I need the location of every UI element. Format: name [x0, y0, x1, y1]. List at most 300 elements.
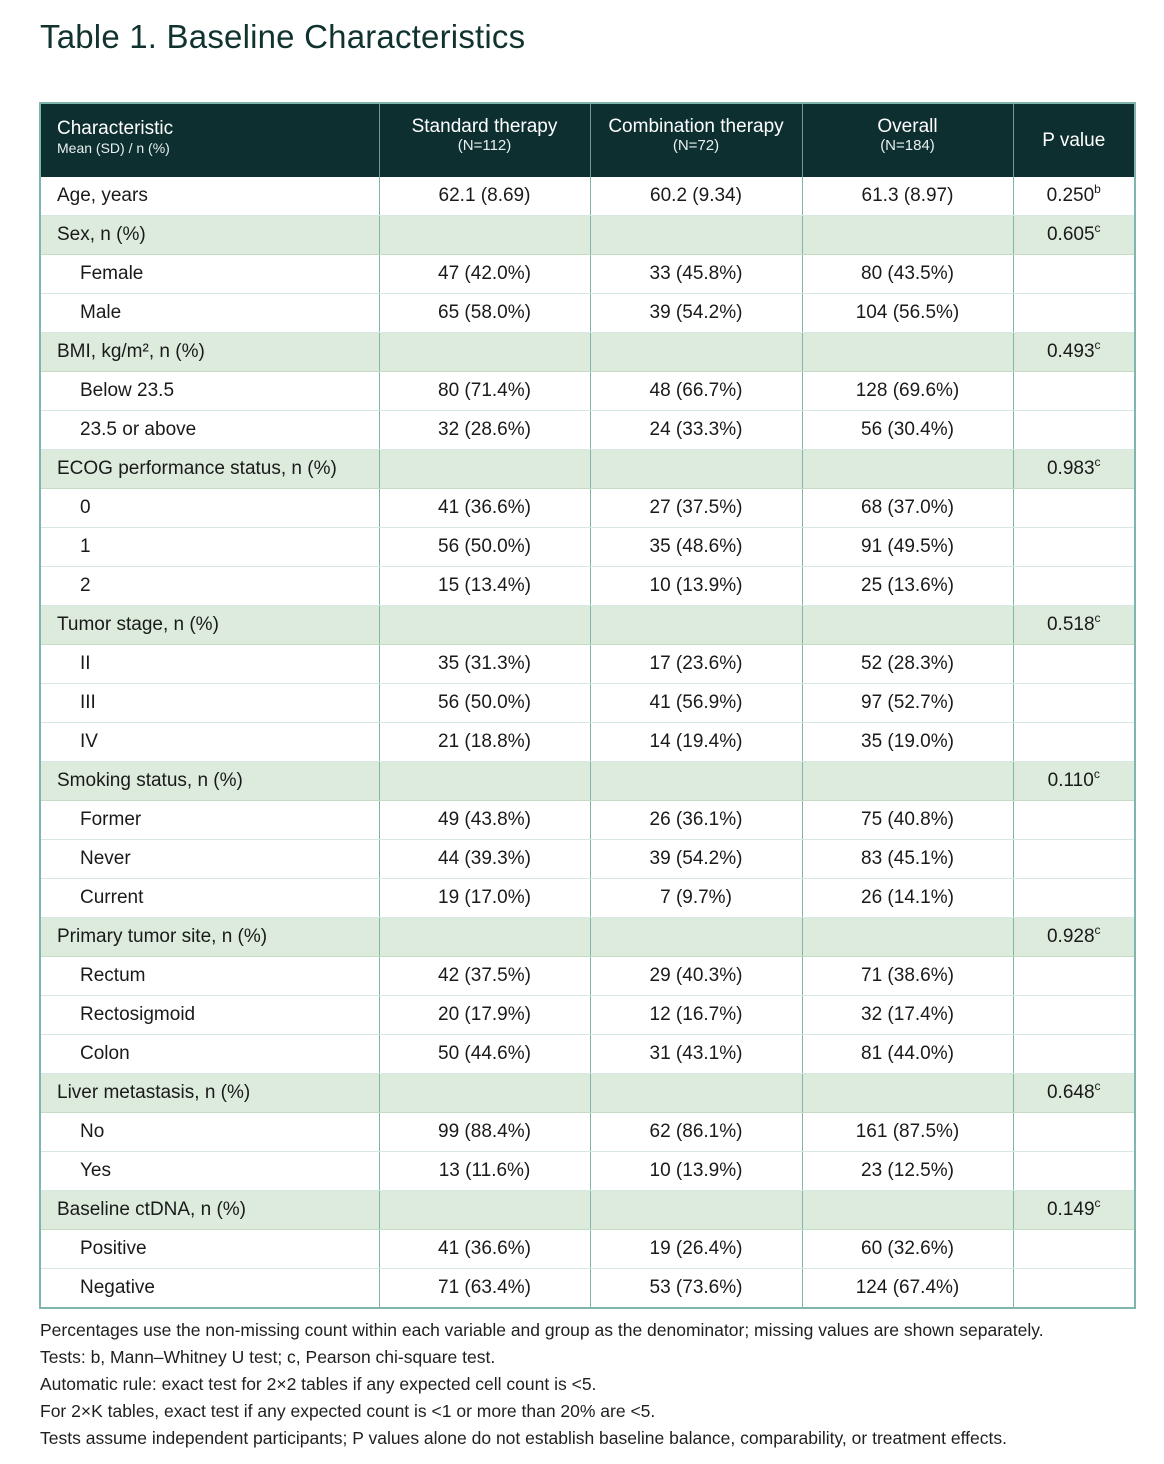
cell-standard [379, 918, 590, 957]
table-footnotes [40, 1317, 1150, 1452]
cell-overall [802, 255, 1013, 294]
table-row-variable [40, 1074, 1135, 1113]
cell-overall [802, 762, 1013, 801]
cell-p-value [1013, 801, 1135, 840]
cell-combination-text: 7 (9.7%) [660, 887, 732, 908]
cell-combination-text: 26 (36.1%) [649, 809, 743, 830]
test-footnote-marker: c [1094, 221, 1101, 235]
baseline-characteristics-table [39, 102, 1136, 1309]
cell-p-value [1013, 411, 1135, 450]
cell-p-value [1013, 1074, 1135, 1113]
cell-characteristic [40, 723, 379, 762]
header-combination-therapy [590, 103, 802, 177]
table-row-subcategory [40, 723, 1135, 762]
cell-combination-text: 14 (19.4%) [649, 731, 743, 752]
cell-characteristic-text: ECOG performance status, n (%) [57, 458, 337, 479]
cell-standard [379, 840, 590, 879]
cell-overall-text: 52 (28.3%) [861, 653, 954, 674]
cell-combination-text: 24 (33.3%) [649, 419, 743, 440]
cell-standard [379, 957, 590, 996]
table-row-subcategory [40, 411, 1135, 450]
cell-overall [802, 450, 1013, 489]
cell-overall-text: 35 (19.0%) [861, 731, 954, 752]
cell-p-value [1013, 1269, 1135, 1309]
cell-standard [379, 684, 590, 723]
cell-overall [802, 996, 1013, 1035]
test-footnote-marker: c [1094, 338, 1101, 352]
cell-characteristic [40, 1074, 379, 1113]
cell-standard-text: 13 (11.6%) [438, 1160, 531, 1181]
cell-overall-text: 23 (12.5%) [861, 1160, 954, 1181]
cell-characteristic-text: Positive [80, 1238, 147, 1259]
cell-standard-text: 42 (37.5%) [438, 965, 531, 986]
table-row-subcategory [40, 1113, 1135, 1152]
table-row-subcategory [40, 684, 1135, 723]
cell-standard [379, 1269, 590, 1309]
cell-characteristic-text: Rectum [80, 965, 146, 986]
cell-standard [379, 216, 590, 255]
cell-overall-text: 56 (30.4%) [861, 419, 954, 440]
cell-combination-text: 35 (48.6%) [649, 536, 743, 557]
cell-standard [379, 606, 590, 645]
cell-p-value [1013, 333, 1135, 372]
cell-characteristic [40, 177, 379, 216]
test-footnote-marker: c [1094, 1079, 1101, 1093]
cell-standard-text: 56 (50.0%) [438, 536, 531, 557]
table-row-subcategory [40, 1269, 1135, 1309]
cell-overall [802, 177, 1013, 216]
cell-overall [802, 411, 1013, 450]
cell-standard [379, 1074, 590, 1113]
cell-overall-text: 161 (87.5%) [855, 1121, 960, 1142]
cell-combination-text: 10 (13.9%) [649, 575, 743, 596]
cell-p-value [1013, 294, 1135, 333]
cell-characteristic-text: Former [80, 809, 142, 830]
cell-combination [590, 333, 802, 372]
cell-combination [590, 450, 802, 489]
cell-combination-text: 31 (43.1%) [649, 1043, 743, 1064]
cell-standard [379, 801, 590, 840]
cell-characteristic [40, 333, 379, 372]
cell-overall-text: 128 (69.6%) [855, 380, 960, 401]
header-overall [802, 103, 1013, 177]
cell-standard-text: 44 (39.3%) [438, 848, 531, 869]
cell-overall-text: 25 (13.6%) [861, 575, 954, 596]
cell-p-value-text: 0.518 [1046, 614, 1095, 635]
cell-combination [590, 645, 802, 684]
cell-combination [590, 723, 802, 762]
cell-characteristic-text: 23.5 or above [80, 419, 197, 440]
cell-standard-text: 49 (43.8%) [438, 809, 531, 830]
cell-combination-text: 27 (37.5%) [649, 497, 743, 518]
cell-characteristic [40, 996, 379, 1035]
cell-standard-text: 32 (28.6%) [438, 419, 531, 440]
cell-characteristic [40, 684, 379, 723]
cell-combination [590, 1269, 802, 1309]
cell-standard-text: 19 (17.0%) [438, 887, 531, 908]
cell-overall [802, 567, 1013, 606]
cell-characteristic-text: Female [80, 263, 144, 284]
cell-p-value [1013, 450, 1135, 489]
cell-p-value [1013, 1113, 1135, 1152]
cell-combination-text: 19 (26.4%) [649, 1238, 743, 1259]
cell-combination [590, 411, 802, 450]
cell-combination-text: 53 (73.6%) [649, 1277, 743, 1298]
cell-standard [379, 450, 590, 489]
cell-standard-text: 35 (31.3%) [438, 653, 531, 674]
cell-characteristic [40, 918, 379, 957]
table-row-variable [40, 606, 1135, 645]
cell-combination-text: 39 (54.2%) [649, 302, 743, 323]
cell-overall-text: 83 (45.1%) [861, 848, 954, 869]
table-row-variable [40, 918, 1135, 957]
cell-standard [379, 996, 590, 1035]
cell-overall-text: 80 (43.5%) [861, 263, 954, 284]
table-row-variable [40, 216, 1135, 255]
cell-overall-text: 75 (40.8%) [861, 809, 954, 830]
table-title: Table 1. Baseline Characteristics [40, 18, 526, 55]
cell-characteristic [40, 528, 379, 567]
cell-characteristic [40, 1269, 379, 1309]
cell-standard [379, 255, 590, 294]
cell-overall [802, 1269, 1013, 1309]
cell-standard [379, 762, 590, 801]
test-footnote-marker: c [1094, 611, 1101, 625]
cell-standard [379, 1152, 590, 1191]
cell-characteristic-text: Smoking status, n (%) [57, 770, 243, 791]
cell-overall [802, 294, 1013, 333]
cell-overall [802, 918, 1013, 957]
cell-overall-text: 124 (67.4%) [855, 1277, 960, 1298]
cell-characteristic [40, 762, 379, 801]
header-combination-label: Combination therapy [608, 116, 784, 137]
table-row-variable [40, 762, 1135, 801]
cell-overall [802, 879, 1013, 918]
cell-overall [802, 684, 1013, 723]
cell-standard-text: 56 (50.0%) [438, 692, 531, 713]
cell-p-value [1013, 684, 1135, 723]
cell-p-value-text: 0.928 [1046, 926, 1095, 947]
test-footnote-marker: c [1094, 455, 1101, 469]
cell-p-value [1013, 1035, 1135, 1074]
cell-standard [379, 411, 590, 450]
cell-characteristic [40, 294, 379, 333]
cell-combination [590, 918, 802, 957]
cell-characteristic [40, 216, 379, 255]
cell-standard [379, 723, 590, 762]
cell-combination [590, 567, 802, 606]
cell-p-value [1013, 996, 1135, 1035]
cell-p-value-text: 0.250 [1046, 185, 1095, 206]
cell-characteristic-text: 2 [80, 575, 91, 596]
table-row-subcategory [40, 1035, 1135, 1074]
cell-standard [379, 1191, 590, 1230]
header-overall-label: Overall [877, 116, 938, 137]
cell-standard-text: 47 (42.0%) [438, 263, 531, 284]
cell-p-value [1013, 528, 1135, 567]
cell-p-value-text: 0.648 [1046, 1082, 1095, 1103]
cell-overall [802, 372, 1013, 411]
cell-combination [590, 1035, 802, 1074]
cell-overall [802, 1152, 1013, 1191]
cell-combination [590, 489, 802, 528]
cell-standard [379, 177, 590, 216]
cell-combination-text: 12 (16.7%) [649, 1004, 743, 1025]
cell-characteristic-text: Rectosigmoid [80, 1004, 196, 1025]
cell-combination-text: 41 (56.9%) [649, 692, 743, 713]
cell-standard-text: 50 (44.6%) [438, 1043, 531, 1064]
cell-overall [802, 840, 1013, 879]
cell-characteristic-text: Current [80, 887, 144, 908]
cell-characteristic-text: II [80, 653, 91, 674]
cell-characteristic-text: 0 [80, 497, 91, 518]
cell-characteristic-text: Liver metastasis, n (%) [57, 1082, 251, 1103]
table-row-subcategory [40, 567, 1135, 606]
cell-p-value-text: 0.149 [1046, 1199, 1095, 1220]
footnote-line: Automatic rule: exact test for 2×2 tables if any expected cell count is <5. [40, 1374, 597, 1394]
cell-standard [379, 528, 590, 567]
cell-combination [590, 528, 802, 567]
cell-p-value [1013, 645, 1135, 684]
cell-characteristic [40, 1152, 379, 1191]
cell-characteristic-text: Colon [80, 1043, 130, 1064]
cell-characteristic [40, 489, 379, 528]
cell-combination [590, 762, 802, 801]
cell-standard [379, 333, 590, 372]
cell-combination [590, 1152, 802, 1191]
cell-p-value [1013, 762, 1135, 801]
table-row-subcategory [40, 528, 1135, 567]
cell-combination [590, 996, 802, 1035]
table-row-subcategory [40, 1152, 1135, 1191]
cell-standard [379, 645, 590, 684]
cell-p-value [1013, 372, 1135, 411]
cell-characteristic-text: Never [80, 848, 131, 869]
cell-combination [590, 606, 802, 645]
cell-p-value [1013, 1152, 1135, 1191]
cell-combination [590, 801, 802, 840]
table-row-subcategory [40, 957, 1135, 996]
cell-p-value-text: 0.605 [1046, 224, 1095, 245]
cell-combination [590, 840, 802, 879]
footnote-line: Percentages use the non-missing count within each variable and group as the denominator; missing values are shown separately. [40, 1320, 1044, 1340]
cell-p-value [1013, 489, 1135, 528]
cell-characteristic [40, 801, 379, 840]
cell-combination-text: 60.2 (9.34) [650, 185, 742, 206]
table-row-variable [40, 1191, 1135, 1230]
cell-overall-text: 81 (44.0%) [861, 1043, 954, 1064]
cell-characteristic-text: 1 [80, 536, 91, 557]
cell-characteristic [40, 567, 379, 606]
cell-overall [802, 801, 1013, 840]
cell-combination [590, 177, 802, 216]
cell-characteristic-text: Primary tumor site, n (%) [57, 926, 268, 947]
cell-standard-text: 99 (88.4%) [438, 1121, 531, 1142]
header-combination-n: (N=72) [672, 137, 720, 154]
cell-overall [802, 723, 1013, 762]
table-row-subcategory [40, 840, 1135, 879]
header-overall-n: (N=184) [880, 137, 935, 154]
cell-overall-text: 104 (56.5%) [855, 302, 960, 323]
cell-overall [802, 1035, 1013, 1074]
cell-p-value [1013, 216, 1135, 255]
cell-standard-text: 20 (17.9%) [438, 1004, 531, 1025]
table-row-subcategory [40, 645, 1135, 684]
cell-combination-text: 33 (45.8%) [649, 263, 743, 284]
cell-overall-text: 71 (38.6%) [861, 965, 954, 986]
cell-standard [379, 879, 590, 918]
cell-p-value [1013, 567, 1135, 606]
cell-combination [590, 1230, 802, 1269]
cell-characteristic-text: BMI, kg/m², n (%) [57, 341, 205, 362]
cell-characteristic [40, 1191, 379, 1230]
cell-combination-text: 17 (23.6%) [649, 653, 743, 674]
header-characteristic-sub: Mean (SD) / n (%) [57, 140, 170, 156]
cell-overall [802, 606, 1013, 645]
table-row-variable [40, 177, 1135, 216]
header-standard-therapy [379, 103, 590, 177]
cell-combination [590, 372, 802, 411]
cell-combination-text: 10 (13.9%) [649, 1160, 743, 1181]
cell-p-value-text: 0.493 [1046, 341, 1095, 362]
cell-p-value [1013, 606, 1135, 645]
cell-characteristic-text: IV [80, 731, 98, 752]
cell-characteristic [40, 450, 379, 489]
cell-overall [802, 1191, 1013, 1230]
cell-p-value [1013, 1191, 1135, 1230]
cell-characteristic-text: Negative [80, 1277, 155, 1298]
cell-characteristic-text: Yes [80, 1160, 111, 1181]
cell-overall [802, 489, 1013, 528]
test-footnote-marker: c [1094, 923, 1101, 937]
cell-standard [379, 1113, 590, 1152]
cell-combination [590, 216, 802, 255]
cell-characteristic [40, 645, 379, 684]
cell-overall-text: 91 (49.5%) [861, 536, 954, 557]
cell-standard [379, 489, 590, 528]
cell-overall-text: 60 (32.6%) [861, 1238, 954, 1259]
cell-characteristic [40, 372, 379, 411]
cell-overall [802, 1230, 1013, 1269]
cell-characteristic [40, 840, 379, 879]
cell-standard [379, 294, 590, 333]
cell-characteristic-text: Age, years [57, 185, 148, 206]
cell-characteristic [40, 1113, 379, 1152]
cell-characteristic [40, 606, 379, 645]
cell-standard-text: 15 (13.4%) [438, 575, 531, 596]
cell-overall [802, 216, 1013, 255]
cell-characteristic-text: Sex, n (%) [57, 224, 146, 245]
cell-combination-text: 39 (54.2%) [649, 848, 743, 869]
cell-standard-text: 71 (63.4%) [438, 1277, 531, 1298]
cell-p-value [1013, 879, 1135, 918]
cell-combination [590, 255, 802, 294]
cell-overall-text: 61.3 (8.97) [861, 185, 954, 206]
cell-standard-text: 80 (71.4%) [438, 380, 531, 401]
cell-p-value [1013, 177, 1135, 216]
table-row-subcategory [40, 372, 1135, 411]
cell-combination [590, 1074, 802, 1113]
cell-standard-text: 41 (36.6%) [438, 1238, 531, 1259]
table-row-variable [40, 333, 1135, 372]
cell-characteristic [40, 957, 379, 996]
cell-p-value-text: 0.983 [1046, 458, 1095, 479]
table-row-subcategory [40, 255, 1135, 294]
cell-characteristic [40, 411, 379, 450]
footnote-line: For 2×K tables, exact test if any expected count is <1 or more than 20% are <5. [40, 1401, 656, 1421]
cell-overall [802, 645, 1013, 684]
cell-characteristic [40, 255, 379, 294]
cell-p-value [1013, 255, 1135, 294]
cell-combination-text: 48 (66.7%) [649, 380, 743, 401]
table-row-subcategory [40, 489, 1135, 528]
cell-combination [590, 1113, 802, 1152]
table-row-subcategory [40, 879, 1135, 918]
cell-combination [590, 294, 802, 333]
cell-characteristic-text: Male [80, 302, 122, 323]
cell-p-value [1013, 918, 1135, 957]
cell-p-value [1013, 723, 1135, 762]
cell-characteristic [40, 879, 379, 918]
cell-combination [590, 684, 802, 723]
cell-characteristic-text: Baseline ctDNA, n (%) [57, 1199, 247, 1220]
cell-combination [590, 957, 802, 996]
cell-characteristic-text: Tumor stage, n (%) [57, 614, 219, 635]
header-standard-label: Standard therapy [411, 116, 558, 137]
cell-characteristic-text: III [80, 692, 96, 713]
cell-p-value [1013, 957, 1135, 996]
header-characteristic [40, 103, 379, 177]
cell-characteristic [40, 1035, 379, 1074]
cell-overall-text: 68 (37.0%) [861, 497, 954, 518]
cell-overall [802, 333, 1013, 372]
cell-characteristic [40, 1230, 379, 1269]
cell-combination-text: 62 (86.1%) [649, 1121, 743, 1142]
cell-standard-text: 62.1 (8.69) [438, 185, 531, 206]
cell-standard-text: 65 (58.0%) [438, 302, 531, 323]
table-row-variable [40, 450, 1135, 489]
cell-p-value [1013, 840, 1135, 879]
cell-standard [379, 1035, 590, 1074]
footnote-line: Tests: b, Mann–Whitney U test; c, Pearson chi-square test. [40, 1347, 496, 1367]
cell-combination [590, 879, 802, 918]
cell-characteristic-text: Below 23.5 [80, 380, 175, 401]
test-footnote-marker: b [1094, 182, 1101, 196]
cell-overall [802, 528, 1013, 567]
table-row-subcategory [40, 1230, 1135, 1269]
header-characteristic-label: Characteristic [57, 118, 174, 139]
cell-overall-text: 32 (17.4%) [861, 1004, 954, 1025]
table-row-subcategory [40, 801, 1135, 840]
cell-standard [379, 567, 590, 606]
cell-overall [802, 1113, 1013, 1152]
cell-combination [590, 1191, 802, 1230]
cell-standard [379, 372, 590, 411]
table-body [40, 177, 1135, 1308]
cell-overall [802, 957, 1013, 996]
header-standard-n: (N=112) [457, 137, 512, 154]
table-row-subcategory [40, 294, 1135, 333]
cell-combination-text: 29 (40.3%) [649, 965, 743, 986]
cell-p-value-text: 0.110 [1047, 770, 1094, 791]
table-row-subcategory [40, 996, 1135, 1035]
cell-overall-text: 97 (52.7%) [861, 692, 954, 713]
header-p-value: P value [1013, 103, 1135, 177]
cell-characteristic-text: No [80, 1121, 105, 1142]
test-footnote-marker: c [1094, 1196, 1101, 1210]
cell-overall [802, 1074, 1013, 1113]
footnote-line: Tests assume independent participants; P values alone do not establish baseline balance, comparability, or treatment effects. [40, 1428, 1007, 1448]
